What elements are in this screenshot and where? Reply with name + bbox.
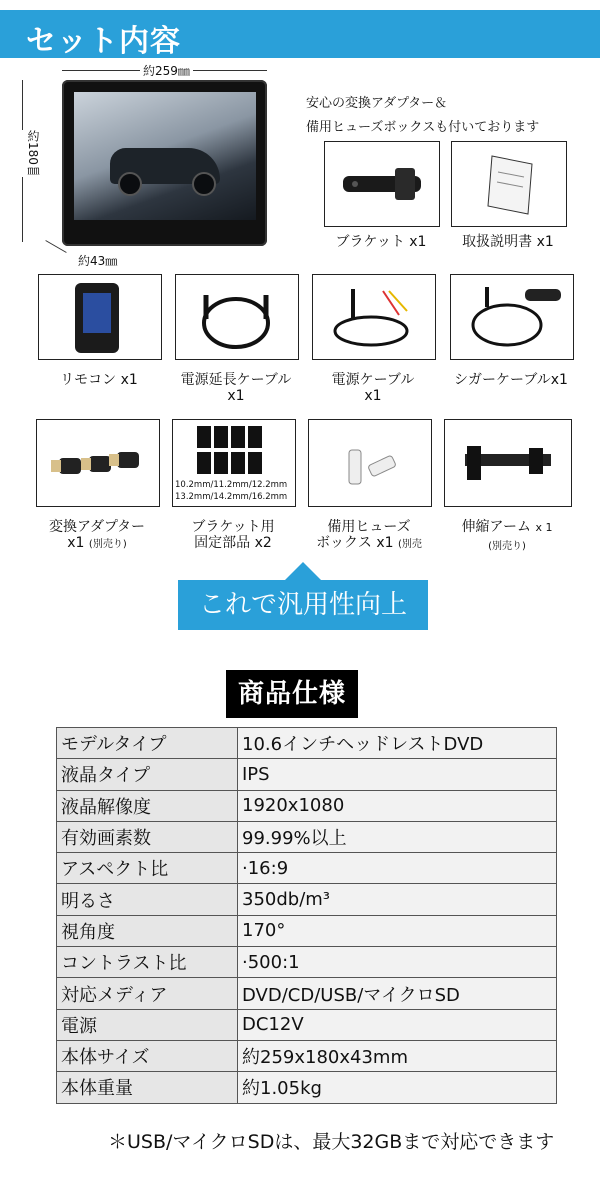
cigar-cable-icon xyxy=(451,275,573,359)
power-cable-icon xyxy=(313,275,435,359)
item-fuse-note: (別売 xyxy=(398,539,422,550)
spec-row xyxy=(57,1040,557,1071)
car-wheel xyxy=(192,172,216,196)
spec-key: 明るさ xyxy=(57,884,238,915)
width-label: 約259㎜ xyxy=(140,62,193,79)
item-remote xyxy=(38,274,162,360)
spec-value: DVD/CD/USB/マイクロSD xyxy=(238,978,557,1009)
note-line-1: 安心の変換アダプター＆ xyxy=(306,96,448,111)
item-arm-label-wrap xyxy=(440,519,574,536)
spec-key: モデルタイプ xyxy=(57,728,238,759)
fuse-icon xyxy=(309,420,431,506)
page-title: セット内容 xyxy=(26,24,181,59)
item-fixing-parts-label-1: ブラケット用 xyxy=(191,519,275,535)
spec-row xyxy=(57,978,557,1009)
remote-icon xyxy=(39,275,161,359)
item-power-cable xyxy=(312,274,436,360)
spec-row xyxy=(57,853,557,884)
spec-key: 液晶解像度 xyxy=(57,790,238,821)
note-line-2: 備用ヒューズボックスも付いております xyxy=(306,120,540,135)
item-adapter-label-2: x1 xyxy=(67,535,85,551)
spec-row xyxy=(57,884,557,915)
bracket-icon xyxy=(325,142,439,226)
item-adapter xyxy=(36,419,160,507)
spec-row xyxy=(57,1072,557,1103)
spec-key: 液晶タイプ xyxy=(57,759,238,790)
spec-key: 視角度 xyxy=(57,915,238,946)
height-label: 約180㎜ xyxy=(2,130,42,177)
spec-value: 約259x180x43mm xyxy=(238,1040,557,1071)
fixing-sizes-1: 10.2mm/11.2mm/12.2mm xyxy=(175,480,288,490)
item-adapter-label-1: 変換アダプター xyxy=(48,519,146,535)
spec-key: 有効画素数 xyxy=(57,821,238,852)
spec-value: 350db/m³ xyxy=(238,884,557,915)
manual-icon xyxy=(452,142,566,226)
spec-key: 電源 xyxy=(57,1009,238,1040)
item-power-cable-label-2: x1 xyxy=(364,388,382,404)
spec-value: ·500:1 xyxy=(238,947,557,978)
spec-value: 170° xyxy=(238,915,557,946)
spec-row xyxy=(57,1009,557,1040)
spec-value: DC12V xyxy=(238,1009,557,1040)
extension-cable-icon xyxy=(176,275,298,359)
item-fuse-label-1: 備用ヒューズ xyxy=(327,519,411,535)
spec-value: IPS xyxy=(238,759,557,790)
item-fixing-parts-label-2: 固定部品 x2 xyxy=(194,535,272,551)
item-bracket-label: ブラケット x1 xyxy=(335,234,427,250)
spec-key: 本体重量 xyxy=(57,1072,238,1103)
spec-row xyxy=(57,821,557,852)
item-manual xyxy=(451,141,567,227)
arm-icon xyxy=(445,420,571,506)
spec-table xyxy=(56,727,557,1104)
spec-row xyxy=(57,790,557,821)
item-arm xyxy=(444,419,572,507)
depth-label: 約43㎜ xyxy=(78,254,118,268)
item-arm-note: (別売り) xyxy=(488,541,526,552)
footnote: ＊USB/マイクロSDは、最大32GBまで対応できます xyxy=(108,1131,555,1153)
item-fuse xyxy=(308,419,432,507)
spec-key: アスペクト比 xyxy=(57,853,238,884)
fixing-parts-icon xyxy=(173,420,295,480)
spec-value: 99.99%以上 xyxy=(238,821,557,852)
item-remote-label: リモコン x1 xyxy=(60,372,138,388)
spec-row xyxy=(57,728,557,759)
item-adapter-label-2-wrap xyxy=(30,535,164,553)
item-cigar-cable xyxy=(450,274,574,360)
item-fuse-label-2: ボックス x1 xyxy=(316,535,394,551)
spec-row xyxy=(57,947,557,978)
versatility-badge: これで汎用性向上 xyxy=(178,580,428,630)
item-arm-count: x 1 xyxy=(535,521,553,534)
spec-value: 10.6インチヘッドレストDVD xyxy=(238,728,557,759)
item-extension-cable-label-2: x1 xyxy=(227,388,245,404)
item-fixing-parts xyxy=(172,419,296,507)
spec-key: コントラスト比 xyxy=(57,947,238,978)
spec-value: ·16:9 xyxy=(238,853,557,884)
item-cigar-cable-label: シガーケーブルx1 xyxy=(454,372,568,388)
spec-value: 約1.05kg xyxy=(238,1072,557,1103)
spec-key: 対応メディア xyxy=(57,978,238,1009)
item-power-cable-label-1: 電源ケーブル xyxy=(331,372,415,388)
badge-arrow xyxy=(285,562,321,580)
item-adapter-note: (別売り) xyxy=(88,539,127,550)
item-fuse-label-2-wrap xyxy=(300,535,438,553)
item-bracket xyxy=(324,141,440,227)
item-manual-label: 取扱説明書 x1 xyxy=(462,234,554,250)
item-extension-cable xyxy=(175,274,299,360)
spec-title: 商品仕様 xyxy=(226,670,358,718)
spec-value: 1920x1080 xyxy=(238,790,557,821)
adapter-icon xyxy=(37,420,159,506)
spec-row xyxy=(57,915,557,946)
item-arm-label: 伸縮アーム xyxy=(461,519,532,535)
fixing-sizes-2: 13.2mm/14.2mm/16.2mm xyxy=(175,492,288,502)
spec-key: 本体サイズ xyxy=(57,1040,238,1071)
car-wheel xyxy=(118,172,142,196)
item-extension-cable-label-1: 電源延長ケーブル xyxy=(180,372,292,388)
spec-row xyxy=(57,759,557,790)
